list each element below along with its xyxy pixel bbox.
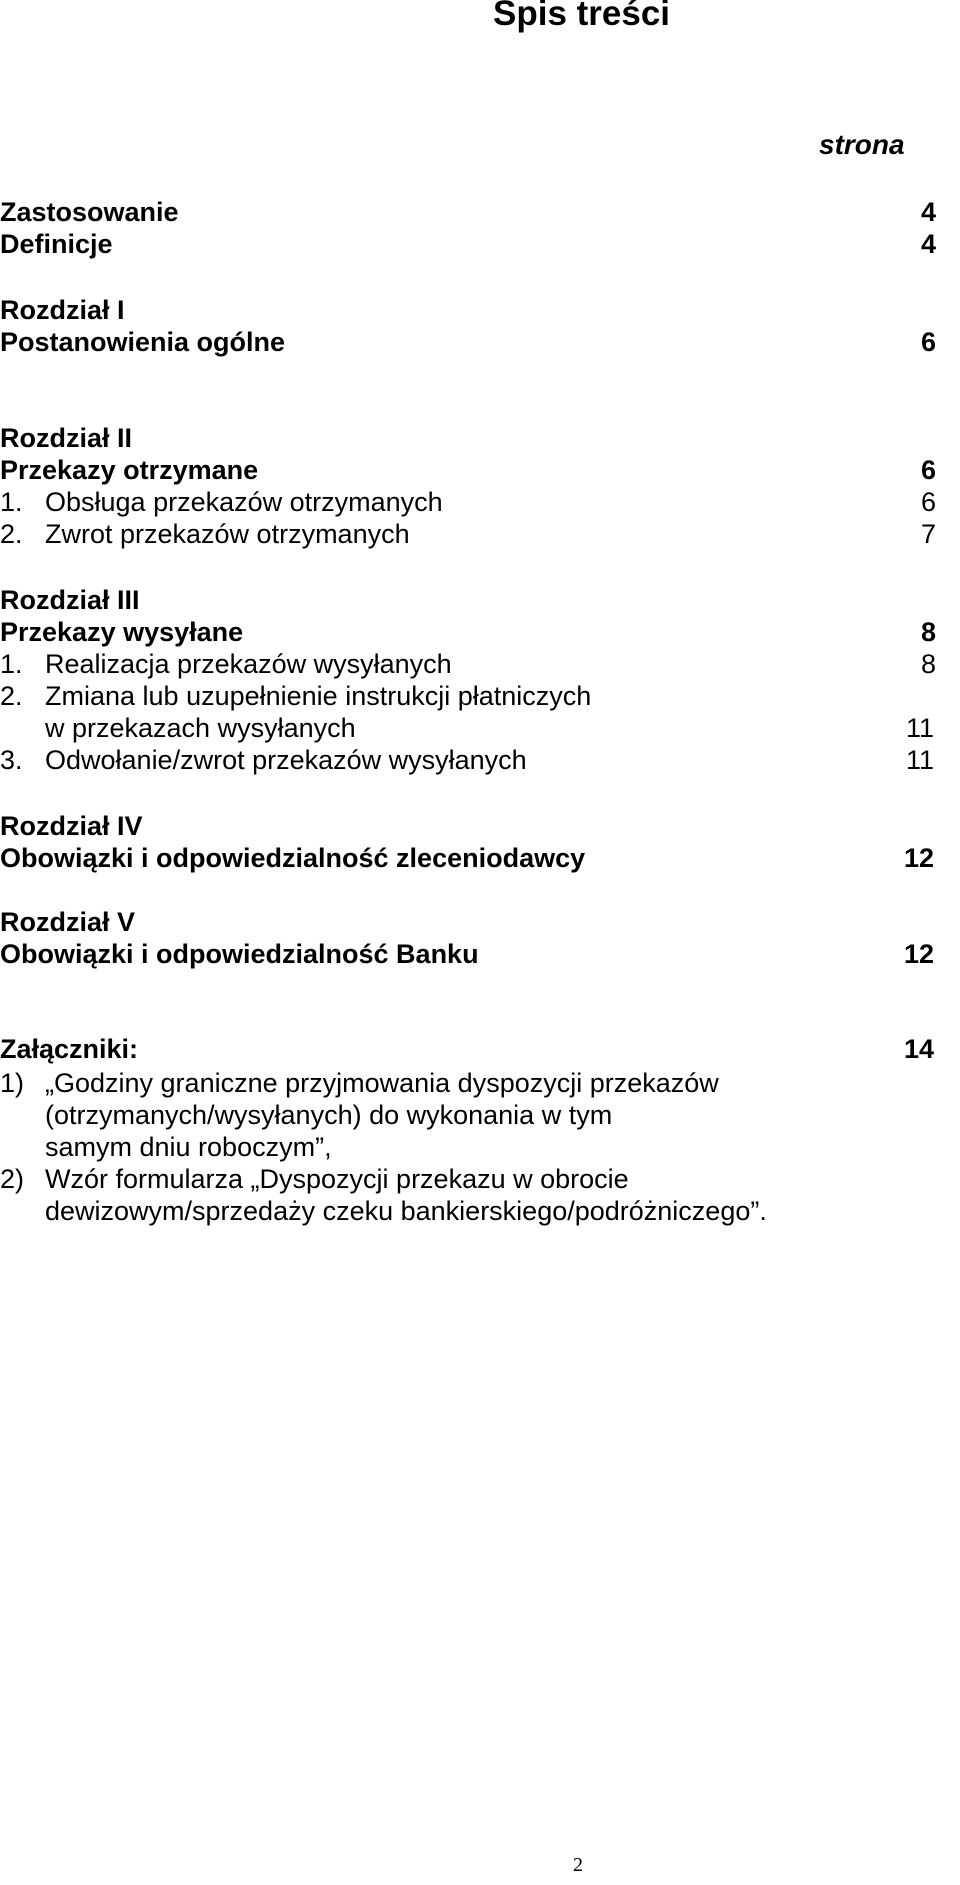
toc-entry-page: 6 — [921, 455, 937, 485]
toc-entry-label: Zmiana lub uzupełnienie instrukcji płatniczych — [45, 681, 592, 711]
toc-entry-number: 2. — [0, 681, 23, 711]
attachment-number: 2) — [0, 1164, 25, 1194]
toc-entry-page: 11 — [906, 745, 935, 775]
attachment-label: samym dniu roboczym”, — [45, 1132, 332, 1162]
toc-entry-number: 3. — [0, 745, 23, 775]
attachment-label: dewizowym/sprzedaży czeku bankierskiego/podróżniczego”. — [45, 1196, 767, 1226]
toc-entry-label: Przekazy otrzymane — [0, 455, 259, 485]
attachment-label: „Godziny graniczne przyjmowania dyspozycji przekazów — [45, 1068, 719, 1098]
toc-entry-number: 1. — [0, 487, 23, 517]
toc-entry-page: 6 — [921, 327, 937, 357]
chapter-heading: Rozdział V — [0, 907, 136, 937]
chapter-heading: Rozdział III — [0, 585, 140, 615]
chapter-heading: Rozdział II — [0, 423, 133, 453]
toc-entry-page: 12 — [904, 939, 935, 969]
attachment-number: 1) — [0, 1068, 25, 1098]
toc-entry-number: 1. — [0, 649, 23, 679]
toc-entry-label: Obowiązki i odpowiedzialność zleceniodawcy — [0, 843, 586, 873]
toc-entry-label: Obowiązki i odpowiedzialność Banku — [0, 939, 479, 969]
page-title: Spis treści — [493, 0, 671, 33]
toc-entry-page: 8 — [921, 649, 937, 679]
toc-entry-page: 8 — [921, 617, 937, 647]
toc-entry-label: Obsługa przekazów otrzymanych — [45, 487, 443, 517]
toc-entry-page: 14 — [904, 1034, 935, 1064]
toc-entry-page: 11 — [906, 713, 935, 743]
toc-entry-number: 2. — [0, 519, 23, 549]
attachment-label: Wzór formularza „Dyspozycji przekazu w obrocie — [45, 1164, 629, 1194]
toc-entry-label: Realizacja przekazów wysyłanych — [45, 649, 452, 679]
toc-entry-label: Postanowienia ogólne — [0, 327, 286, 357]
attachments-heading: Załączniki: — [0, 1034, 139, 1064]
page-number: 2 — [573, 1854, 583, 1876]
toc-entry-label: w przekazach wysyłanych — [45, 713, 356, 743]
toc-entry-label: Zwrot przekazów otrzymanych — [45, 519, 410, 549]
toc-entry-label: Odwołanie/zwrot przekazów wysyłanych — [45, 745, 527, 775]
toc-entry-page: 12 — [904, 843, 935, 873]
chapter-heading: Rozdział I — [0, 295, 125, 325]
page-column-label: strona — [819, 129, 905, 160]
toc-entry-label: Definicje — [0, 229, 113, 259]
toc-entry-label: Przekazy wysyłane — [0, 617, 244, 647]
attachment-label: (otrzymanych/wysyłanych) do wykonania w tym — [45, 1100, 613, 1130]
toc-entry-page: 4 — [921, 197, 937, 227]
toc-entry-page: 4 — [921, 229, 937, 259]
toc-entry-page: 6 — [921, 487, 937, 517]
toc-entry-label: Zastosowanie — [0, 197, 179, 227]
toc-entry-page: 7 — [921, 519, 937, 549]
chapter-heading: Rozdział IV — [0, 811, 143, 841]
